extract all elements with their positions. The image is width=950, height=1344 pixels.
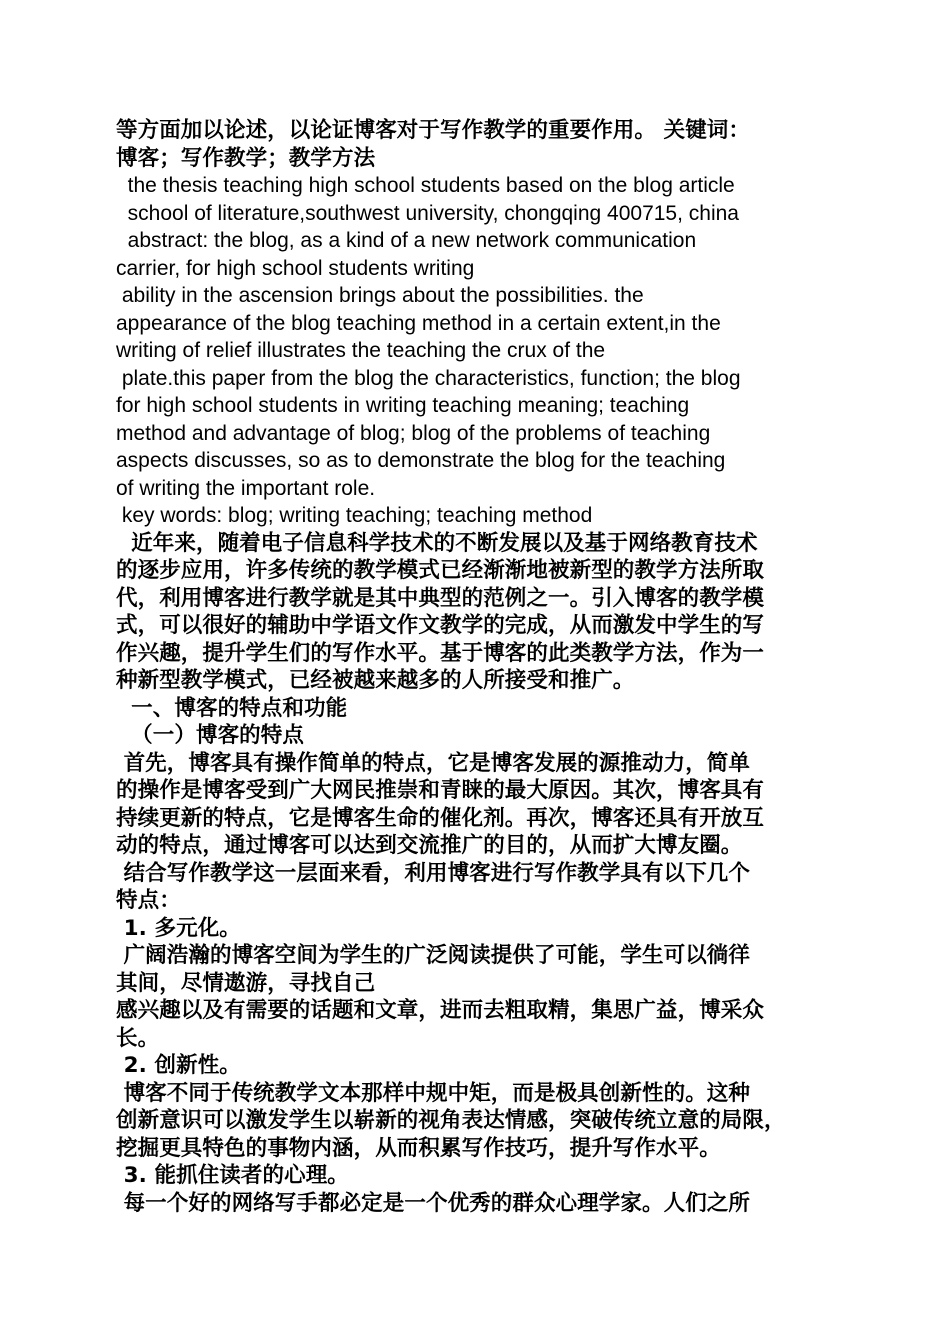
text-line: method and advantage of blog; blog of the problems of teaching	[116, 421, 711, 445]
text-line: for high school students in writing teaching meaning; teaching	[116, 394, 690, 417]
text-line: 作兴趣，提升学生们的写作水平。基于博客的此类教学方法，作为一	[116, 640, 765, 666]
text-line: 创新意识可以激发学生以崭新的视角表达情感，突破传统立意的局限，	[116, 1108, 786, 1133]
text-line: （一）博客的特点	[116, 723, 304, 748]
text-line: 博客；写作教学；教学方法	[116, 145, 376, 171]
text-line: 长。	[116, 1025, 160, 1051]
text-line: 特点：	[116, 888, 181, 913]
text-line: 种新型教学模式，已经被越来越多的人所接受和推广。	[116, 668, 635, 693]
text-line: 等方面加以论述，以论证博客对于写作教学的重要作用。 关键词：	[116, 118, 750, 143]
text-line: 近年来，随着电子信息科学技术的不断发展以及基于网络教育技术	[116, 530, 758, 556]
text-line: of writing the important role.	[116, 476, 376, 500]
text-line: 式，可以很好的辅助中学语文作文教学的完成，从而激发中学生的写	[116, 613, 765, 638]
text-line: 挖掘更具特色的事物内涵，从而积累写作技巧，提升写作水平。	[116, 1135, 721, 1161]
text-line: 持续更新的特点，它是博客生命的催化剂。再次，博客还具有开放互	[116, 805, 765, 831]
text-line: aspects discusses, so as to demonstrate the blog for the teaching	[116, 449, 726, 472]
text-line: key words: blog; writing teaching; teaching method	[116, 504, 593, 527]
text-line: carrier, for high school students writing	[116, 256, 475, 280]
document-body	[116, 117, 846, 1217]
text-line: abstract: the blog, as a kind of a new network communication	[116, 229, 697, 252]
text-line: 代，利用博客进行教学就是其中典型的范例之一。引入博客的教学模	[116, 585, 765, 611]
text-line: 博客不同于传统教学文本那样中规中矩，而是极具创新性的。这种	[116, 1080, 750, 1106]
text-line: 感兴趣以及有需要的话题和文章，进而去粗取精，集思广益，博采众	[116, 998, 765, 1023]
text-line: 的操作是博客受到广大网民推崇和青睐的最大原因。其次，博客具有	[116, 778, 765, 803]
text-line: 的逐步应用，许多传统的教学模式已经渐渐地被新型的教学方法所取	[116, 558, 765, 583]
text-line: writing of relief illustrates the teaching the crux of the	[116, 339, 606, 362]
text-line: 动的特点，通过博客可以达到交流推广的目的，从而扩大博友圈。	[116, 833, 743, 858]
text-line: school of literature,southwest university, chongqing 400715, china	[116, 201, 739, 225]
text-line: 一、博客的特点和功能	[116, 695, 348, 721]
text-line: 3. 能抓住读者的心理。	[116, 1163, 349, 1188]
text-line: 其间，尽情遨游，寻找自己	[116, 970, 376, 996]
text-line: 广阔浩瀚的博客空间为学生的广泛阅读提供了可能，学生可以徜徉	[116, 943, 750, 968]
text-line: 每一个好的网络写手都必定是一个优秀的群众心理学家。人们之所	[116, 1190, 750, 1216]
text-line: ability in the ascension brings about the possibilities. the	[116, 284, 644, 307]
text-line: plate.this paper from the blog the characteristics, function; the blog	[116, 366, 741, 390]
text-line: 结合写作教学这一层面来看，利用博客进行写作教学具有以下几个	[116, 860, 750, 886]
text-line: 1. 多元化。	[116, 915, 241, 941]
text-line: 2. 创新性。	[116, 1053, 241, 1078]
text-line: 首先，博客具有操作简单的特点，它是博客发展的源推动力，简单	[116, 750, 750, 776]
text-line: the thesis teaching high school students based on the blog article	[116, 174, 735, 197]
text-line: appearance of the blog teaching method in a certain extent,in the	[116, 311, 721, 335]
